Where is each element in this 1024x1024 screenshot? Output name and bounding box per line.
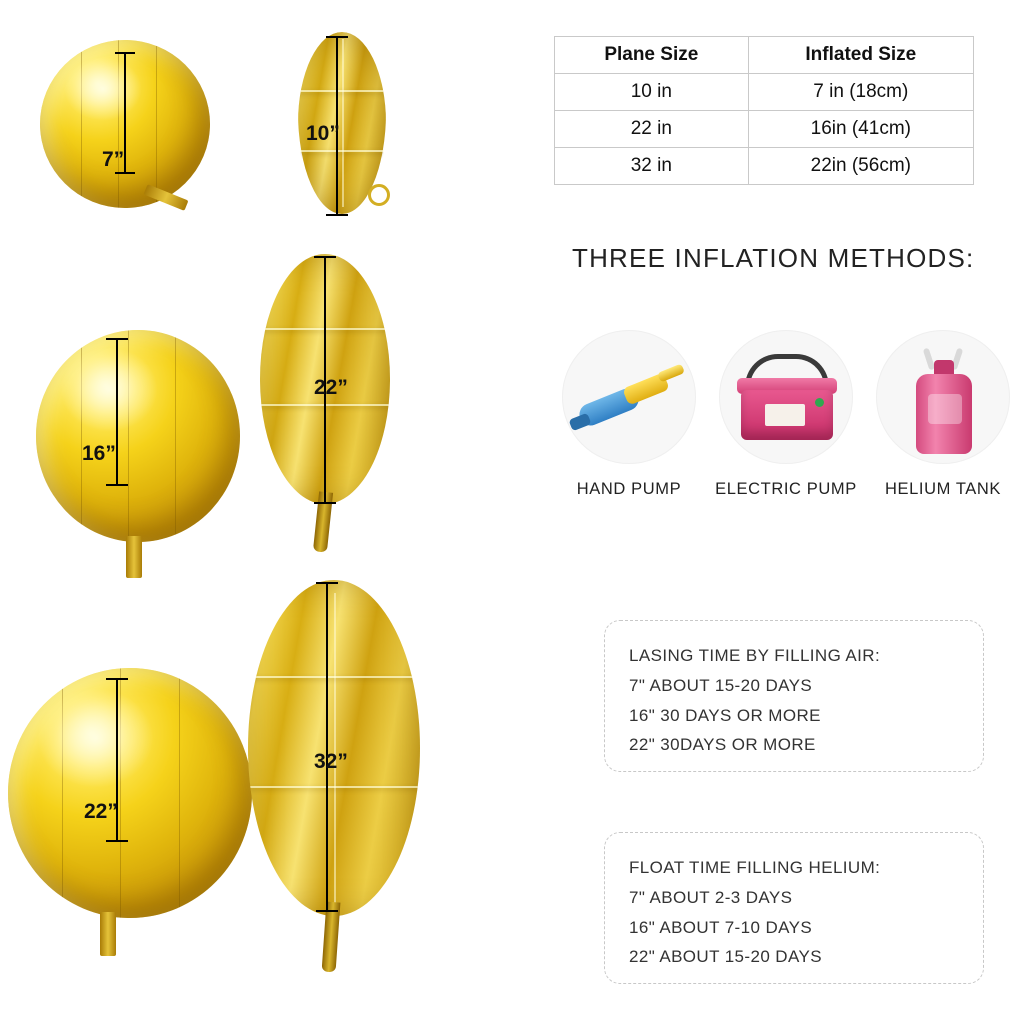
table-cell-inflated-size: 16in (41cm) — [748, 111, 973, 148]
table-header-row — [555, 37, 974, 74]
balloon-nozzle — [100, 912, 116, 956]
balloon-size-label: 10” — [306, 122, 340, 145]
balloon-ring — [368, 184, 390, 206]
balloon-size-label: 7” — [102, 148, 125, 171]
table-cell-plane-size: 32 in — [555, 148, 749, 185]
table-cell-plane-size: 10 in — [555, 74, 749, 111]
balloon-size-label: 22” — [84, 800, 118, 823]
method-helium-tank — [870, 330, 1016, 499]
electric-pump-icon — [719, 330, 853, 464]
method-hand-pump — [556, 330, 702, 499]
balloon-round-22 — [0, 668, 250, 968]
hand-pump-icon — [562, 330, 696, 464]
balloon-size-label: 22” — [314, 376, 348, 399]
size-table — [554, 36, 974, 185]
dimension-arrow — [116, 338, 118, 486]
balloon-flat-22 — [250, 248, 410, 544]
balloon-flat-32 — [240, 572, 440, 972]
balloon-body — [8, 668, 252, 918]
note-line: 22" ABOUT 15-20 DAYS — [629, 947, 822, 967]
dimension-arrow — [124, 52, 126, 174]
table-cell-inflated-size: 7 in (18cm) — [748, 74, 973, 111]
balloon-round-16 — [20, 330, 250, 570]
note-line: 7" ABOUT 2-3 DAYS — [629, 887, 793, 907]
balloon-size-label: 16” — [82, 442, 116, 465]
inflation-methods-row — [548, 330, 1024, 499]
note-helium-float-time — [604, 832, 984, 984]
note-title: LASING TIME BY FILLING AIR: — [629, 646, 881, 665]
table-header-inflated-size: Inflated Size — [748, 37, 973, 74]
table-cell-inflated-size: 22in (56cm) — [748, 148, 973, 185]
note-line: 7" ABOUT 15-20 DAYS — [629, 675, 813, 695]
balloon-body — [248, 580, 420, 916]
table-cell-plane-size: 22 in — [555, 111, 749, 148]
method-electric-pump — [713, 330, 859, 499]
method-caption: HELIUM TANK — [884, 480, 1001, 498]
helium-tank-icon — [876, 330, 1010, 464]
note-line: 22" 30DAYS OR MORE — [629, 735, 816, 755]
balloon-body — [36, 330, 240, 542]
table-header-plane-size: Plane Size — [555, 37, 749, 74]
method-caption: ELECTRIC PUMP — [715, 480, 857, 498]
balloon-round-7 — [36, 40, 226, 220]
table-row — [555, 111, 974, 148]
inflation-methods-title: THREE INFLATION METHODS: — [572, 243, 975, 273]
balloon-size-label: 32” — [314, 750, 348, 773]
info-panel — [548, 0, 1024, 1024]
note-line: 16" 30 DAYS OR MORE — [629, 705, 821, 725]
note-title: FLOAT TIME FILLING HELIUM: — [629, 858, 881, 877]
dimension-arrow — [326, 582, 328, 912]
note-air-fill-time — [604, 620, 984, 772]
method-caption: HAND PUMP — [576, 480, 682, 498]
table-row — [555, 148, 974, 185]
note-line: 16" ABOUT 7-10 DAYS — [629, 917, 813, 937]
balloon-flat-10 — [288, 26, 408, 216]
balloon-nozzle — [126, 536, 142, 578]
table-row — [555, 74, 974, 111]
